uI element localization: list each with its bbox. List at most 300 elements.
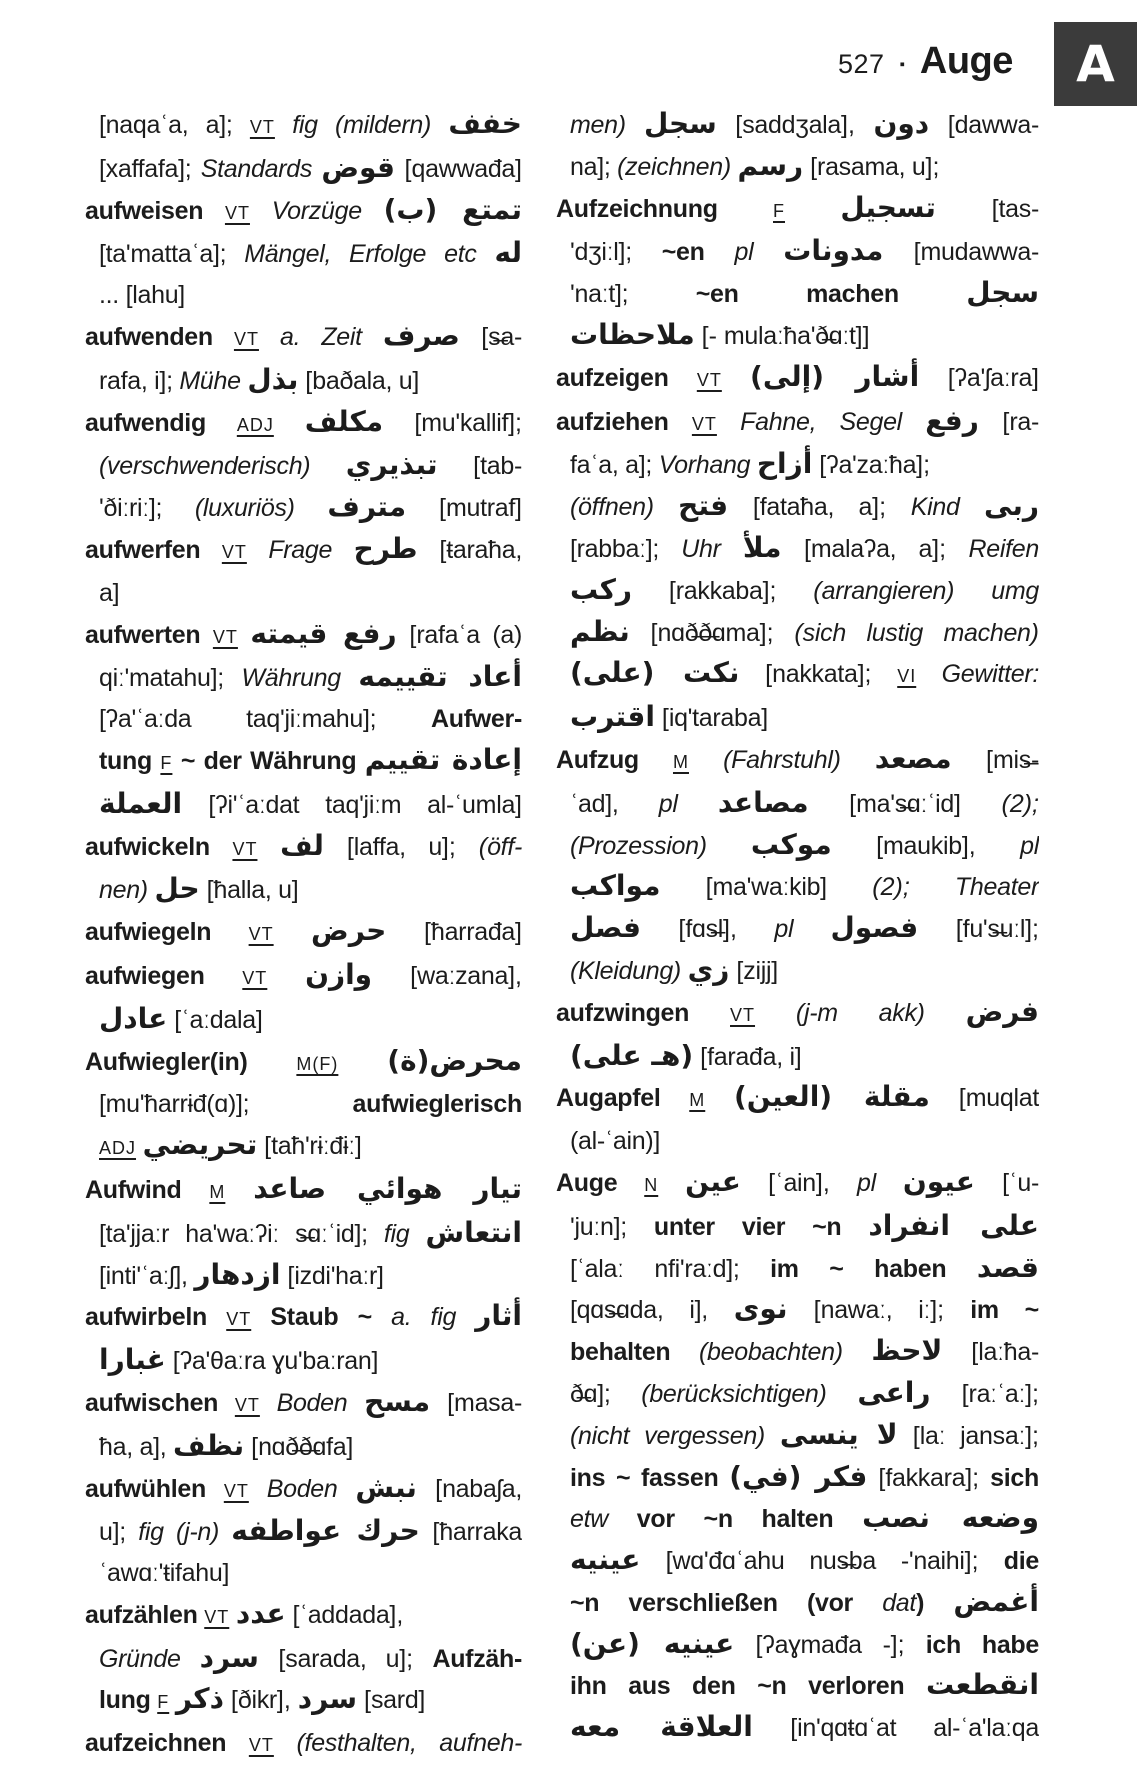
arabic-text: مقلة (العين) <box>733 1080 930 1114</box>
text-segment: [nɑð̶ð̶ɑma]; <box>629 618 795 647</box>
arabic-text: قوض <box>321 150 395 184</box>
text-segment: [nawaː, iː]; <box>787 1296 971 1325</box>
text-segment: [ma'waːkib] <box>660 873 873 902</box>
text-segment: aufwendig <box>85 408 237 437</box>
arabic-text: ازدهار <box>194 1257 281 1291</box>
grammar-label: VI <box>897 666 917 687</box>
text-segment: [nabaʃa, <box>416 1474 522 1503</box>
dictionary-column-right <box>556 104 1039 1749</box>
text-segment: [nakkata]; <box>739 660 898 689</box>
text-segment: [laː jansaː]; <box>897 1421 1039 1450</box>
text-segment: (öff- <box>478 832 522 861</box>
arabic-text: رفع قيمته <box>250 616 397 650</box>
arabic-text: مواكب <box>570 869 661 903</box>
arabic-text: تمتع (ب) <box>383 192 522 226</box>
text-segment: Vorzüge <box>249 196 384 225</box>
text-segment: [xaffafa]; <box>99 154 201 183</box>
text-segment: [waːzana], <box>372 961 522 990</box>
arabic-text: نوى <box>733 1292 788 1326</box>
dictionary-line <box>556 570 1039 612</box>
arabic-text: سجل <box>644 107 717 140</box>
text-segment: Fahne, Segel <box>716 407 926 436</box>
dictionary-line <box>85 1125 522 1169</box>
text-segment <box>238 621 251 649</box>
text-segment: a] <box>99 578 120 607</box>
text-segment: aufweisen <box>85 196 225 225</box>
text-segment <box>169 1686 176 1714</box>
text-segment: (2); Theater <box>872 873 1039 902</box>
dictionary-line <box>556 1077 1039 1121</box>
text-segment: aufwenden <box>85 322 234 351</box>
text-segment: a. Zeit <box>258 322 383 351</box>
text-segment: na]; <box>570 152 618 181</box>
arabic-text: زي <box>687 952 730 986</box>
text-segment: im ~ haben <box>770 1254 977 1283</box>
dictionary-line <box>556 188 1039 232</box>
text-segment: [zijj] <box>729 956 779 985</box>
arabic-text: مكلف <box>304 404 384 438</box>
text-segment: (Kleidung) <box>570 956 688 985</box>
text-segment: aufwischen <box>85 1388 235 1417</box>
text-segment: vor ~n halten <box>636 1505 863 1534</box>
text-segment: (nicht vergessen) <box>570 1421 780 1450</box>
arabic-text: رفع <box>925 403 979 437</box>
grammar-label: VT <box>224 202 250 223</box>
text-segment: [mu'kallif]; <box>383 408 522 437</box>
text-segment: [sarada, u]; <box>258 1644 433 1673</box>
text-segment: pl <box>774 915 831 944</box>
text-segment: [sard] <box>357 1686 426 1715</box>
text-segment: pl <box>1020 831 1039 860</box>
arabic-text: نبش <box>355 1470 417 1504</box>
dictionary-line <box>556 1457 1039 1499</box>
grammar-label: VT <box>248 924 274 945</box>
text-segment <box>229 1601 236 1629</box>
dictionary-line <box>85 275 522 316</box>
text-segment <box>658 1169 685 1197</box>
text-segment: behalten <box>570 1338 700 1367</box>
dictionary-line <box>556 486 1039 528</box>
text-segment: [qɑs̶ɑda, i], <box>570 1296 734 1325</box>
grammar-label: M <box>209 1181 226 1202</box>
arabic-text: أغمض <box>953 1584 1039 1618</box>
text-segment: aufzeichnen <box>85 1729 249 1758</box>
dictionary-line <box>556 1036 1039 1078</box>
grammar-label: VT <box>730 1004 756 1025</box>
dictionary-line <box>556 950 1039 992</box>
grammar-label: VT <box>248 1735 274 1756</box>
text-segment <box>257 833 280 861</box>
grammar-label: ADJ <box>99 1138 137 1159</box>
text-segment: Vorhang <box>658 451 757 480</box>
dictionary-line <box>85 402 522 446</box>
text-segment: (beobachten) <box>699 1338 872 1367</box>
text-segment: [rafaʿa (a) <box>396 620 522 649</box>
dictionary-line <box>85 1041 522 1085</box>
text-segment: Aufwer- <box>431 705 522 734</box>
text-segment: Staub ~ <box>251 1303 392 1332</box>
dictionary-line <box>556 528 1039 570</box>
dictionary-line <box>556 992 1039 1036</box>
arabic-text: ملاحظات <box>570 317 695 351</box>
text-segment: Aufzäh- <box>432 1644 522 1673</box>
text-segment <box>136 1132 143 1160</box>
text-segment: [ʿaddada], <box>285 1600 404 1629</box>
arabic-text: خفف <box>448 107 522 140</box>
arabic-text: العلاقة معه <box>570 1710 753 1744</box>
text-segment: pl <box>658 789 718 818</box>
arabic-text: عيون <box>902 1164 975 1198</box>
text-segment: [fɑs̶l], <box>640 915 775 944</box>
text-segment: tung <box>99 746 161 775</box>
text-segment: [nɑð̶ð̶ɑfa] <box>244 1432 354 1461</box>
grammar-label: VT <box>249 117 275 137</box>
dictionary-line <box>556 1331 1039 1373</box>
dictionary-line <box>85 999 522 1041</box>
dictionary-line <box>556 1498 1039 1540</box>
text-segment: men) <box>570 111 645 139</box>
text-segment: Mängel, Erfolge etc <box>244 240 495 269</box>
arabic-text: حرك عواطفه <box>231 1514 420 1548</box>
dictionary-line <box>556 1162 1039 1206</box>
text-segment: [ʔi'ʿaːdat taq'jiːm al-ʿumla] <box>182 790 522 819</box>
text-segment: ʿad], <box>570 789 659 818</box>
text-segment: [baðala, u] <box>298 366 420 395</box>
arabic-text: فصول <box>830 911 919 945</box>
text-segment: [izdi'haːr] <box>280 1261 384 1290</box>
grammar-label: VT <box>223 1480 249 1501</box>
text-segment: [s̶a- <box>459 322 522 351</box>
dictionary-line <box>556 315 1039 357</box>
text-segment: [- mulaːħa'ð̶ɑːt]] <box>694 321 870 350</box>
text-segment: unter vier ~n <box>653 1212 869 1241</box>
arabic-text: تسجيل <box>840 190 936 224</box>
text-segment: aufwiegen <box>85 961 243 990</box>
arabic-text: لا ينسى <box>779 1417 898 1451</box>
arabic-text: مسح <box>364 1384 431 1418</box>
text-segment <box>722 364 750 392</box>
text-segment: (festhalten, aufneh- <box>273 1729 522 1758</box>
page-number: 527 <box>838 49 885 79</box>
text-segment: [rasama, u]; <box>803 152 940 181</box>
text-segment <box>274 409 305 437</box>
text-segment: Aufwiegler(in) <box>85 1047 297 1076</box>
dictionary-line <box>85 869 522 911</box>
text-segment: [taħ'rɨːđɨː] <box>257 1132 362 1161</box>
dictionary-line <box>556 273 1039 315</box>
text-segment: u]; <box>99 1518 139 1547</box>
arabic-text: لف <box>280 828 324 862</box>
arabic-text: فرض <box>965 994 1039 1028</box>
text-segment: (zeichnen) <box>617 152 738 181</box>
text-segment: [ʔa'ʃaːra] <box>919 363 1039 392</box>
dictionary-line <box>85 657 522 699</box>
dictionary-line <box>85 1594 522 1638</box>
text-segment: [inti'ʿaːʃ], <box>99 1261 195 1290</box>
arabic-text: نظف <box>173 1428 245 1462</box>
text-segment: Währung <box>241 664 359 693</box>
text-segment: ħa, a], <box>99 1432 174 1461</box>
dictionary-line <box>85 1638 522 1680</box>
text-segment: aufwiegeln <box>85 918 249 947</box>
grammar-label: VT <box>226 1309 252 1330</box>
text-segment: [fu's̶uːl]; <box>918 915 1039 944</box>
text-segment: ins ~ fassen <box>570 1463 730 1492</box>
header-keyword: Auge <box>919 40 1013 82</box>
arabic-text: تيار هوائي صاعد <box>253 1171 522 1205</box>
arabic-text: عينيه (عن) <box>570 1626 735 1660</box>
dictionary-line <box>85 529 522 573</box>
arabic-text: دون <box>873 107 930 140</box>
text-segment: Augapfel <box>556 1084 690 1113</box>
text-segment: im ~ <box>970 1296 1039 1325</box>
text-segment: (Fahrstuhl) <box>688 745 875 774</box>
text-segment: [ʔa'ʿaːda taq'jiːmahu]; <box>99 705 432 734</box>
arabic-text: غبارا <box>99 1343 166 1377</box>
text-segment: Mühe <box>179 366 248 395</box>
arabic-text: وضعه نصب <box>862 1501 1039 1535</box>
dictionary-line <box>85 190 522 234</box>
grammar-label: ADJ <box>236 414 274 435</box>
arabic-text: موكب <box>750 827 832 861</box>
dictionary-line <box>556 1415 1039 1457</box>
text-segment: aufwirbeln <box>85 1303 227 1332</box>
text-segment: Aufzeichnung <box>556 194 773 223</box>
arabic-text: عين <box>685 1164 741 1198</box>
dictionary-line <box>85 360 522 402</box>
text-segment: [ħalla, u] <box>199 876 299 905</box>
text-segment: [naqaʿa, a]; <box>99 111 250 139</box>
arabic-text: عادل <box>99 1001 168 1035</box>
dictionary-line <box>85 1553 522 1594</box>
dictionary-line <box>556 1206 1039 1248</box>
text-segment: [maukib], <box>831 831 1021 860</box>
arabic-text: ملأ <box>742 530 782 564</box>
text-segment: aufzwingen <box>556 998 731 1027</box>
dictionary-line <box>556 612 1039 654</box>
text-segment: ich habe <box>925 1630 1039 1659</box>
arabic-text: تحريضي <box>142 1128 258 1162</box>
text-segment: rafa, i]; <box>99 366 180 395</box>
text-segment: 'ðiːriː]; <box>99 494 195 523</box>
text-segment: [masa- <box>430 1388 522 1417</box>
grammar-label: N <box>644 1174 659 1195</box>
text-segment: ~ der Währung <box>172 746 365 775</box>
text-segment: Standards <box>200 154 322 183</box>
text-segment: [muqlat <box>929 1084 1039 1113</box>
dictionary-line <box>556 1665 1039 1707</box>
arabic-text: انتعاش <box>425 1215 522 1249</box>
arabic-text: عدد <box>235 1596 286 1630</box>
text-segment: [wɑ'đɑʿahu nus̶ba -'naihi]; <box>640 1547 1004 1576</box>
dictionary-line <box>556 1289 1039 1331</box>
grammar-label: F <box>157 1692 170 1713</box>
text-segment: Aufwind <box>85 1175 210 1204</box>
text-segment: Uhr <box>681 534 743 563</box>
text-segment: Boden <box>259 1388 365 1417</box>
dictionary-line <box>556 908 1039 950</box>
dictionary-line <box>85 573 522 614</box>
text-segment: [ta'mattaʿa]; <box>99 240 245 269</box>
arabic-text: لاحظ <box>871 1334 943 1368</box>
dictionary-line <box>85 1296 522 1340</box>
text-segment: [ʔa'θaːra ɣu'baːran] <box>165 1347 379 1376</box>
dictionary-line <box>85 487 522 529</box>
grammar-label: VT <box>221 541 247 562</box>
grammar-label: M(F) <box>296 1053 339 1074</box>
dictionary-line <box>85 1213 522 1255</box>
text-segment: [ðikr], <box>223 1686 298 1715</box>
dictionary-line <box>85 316 522 360</box>
dictionary-line <box>556 1624 1039 1666</box>
grammar-label: VT <box>212 626 238 647</box>
text-segment: (öffnen) <box>570 493 679 522</box>
text-segment: sich <box>990 1463 1039 1492</box>
arabic-text: نكت (على) <box>570 656 740 690</box>
text-segment: pl <box>734 238 784 267</box>
dictionary-line <box>85 911 522 955</box>
dictionary-line <box>85 233 522 275</box>
dictionary-line <box>85 1382 522 1426</box>
dictionary-line <box>556 1582 1039 1624</box>
arabic-text: طرح <box>353 531 418 565</box>
text-segment: [mutraf] <box>406 494 522 523</box>
arabic-text: له <box>494 236 522 270</box>
text-segment: [tas- <box>935 194 1039 223</box>
text-segment: 'dʒiːl]; <box>570 238 662 267</box>
arabic-text: أزاح <box>756 447 813 481</box>
text-segment: [ta'jjaːr ha'waːʔiː s̶ɑːʿid]; <box>99 1219 384 1248</box>
dictionary-line <box>556 357 1039 401</box>
text-segment: nen) <box>99 876 155 905</box>
dictionary-line <box>556 825 1039 867</box>
text-segment: dat <box>882 1588 917 1617</box>
dictionary-line <box>556 104 1039 146</box>
arabic-text: العملة <box>99 786 183 820</box>
dictionary-line <box>556 739 1039 783</box>
text-segment: [qawwađa] <box>394 154 522 183</box>
grammar-label: VT <box>232 838 258 859</box>
text-segment: [dawwa- <box>929 111 1039 139</box>
dictionary-line <box>85 1679 522 1723</box>
text-segment: ihn aus den ~n verloren <box>570 1672 927 1701</box>
text-segment: ~en <box>661 238 735 267</box>
dictionary-line <box>556 1373 1039 1415</box>
text-segment: [rakkaba]; <box>632 576 814 605</box>
text-segment: [farađa, i] <box>693 1042 802 1071</box>
text-segment: fig (j-n) <box>138 1518 232 1547</box>
arabic-text: حرض <box>311 914 387 948</box>
arabic-text: مدونات <box>783 234 884 268</box>
text-segment: [ma's̶ɑːʿid] <box>808 789 1002 818</box>
arabic-text: محرض(ة) <box>387 1043 522 1077</box>
dictionary-line <box>556 697 1039 739</box>
text-segment <box>267 962 305 990</box>
dictionary-line <box>556 653 1039 697</box>
arabic-text: انقطعت <box>926 1668 1039 1702</box>
text-segment: fig <box>383 1219 426 1248</box>
text-segment: ~n verschließen (vor <box>570 1588 883 1617</box>
arabic-text: أشار (إلى) <box>750 359 920 393</box>
text-segment <box>705 1084 734 1112</box>
text-segment: Reifen <box>968 534 1039 563</box>
text-segment: (sich lustig machen) <box>794 618 1039 647</box>
dictionary-line <box>85 1723 522 1766</box>
text-segment: aufwühlen <box>85 1474 224 1503</box>
text-segment: [ʿain], <box>740 1168 858 1197</box>
text-segment <box>785 195 840 223</box>
dictionary-line <box>556 1540 1039 1582</box>
grammar-label: F <box>160 752 173 773</box>
text-segment: [ŧaraħa, <box>417 535 522 564</box>
text-segment: aufwerten <box>85 620 213 649</box>
text-segment: ~en machen <box>695 280 967 309</box>
grammar-label: VT <box>696 369 722 390</box>
text-segment: Kind <box>910 493 985 522</box>
arabic-text: حل <box>154 872 200 906</box>
text-segment: (arrangieren) umg <box>813 576 1039 605</box>
text-segment <box>225 1176 253 1204</box>
arabic-text: ركب <box>570 572 633 606</box>
arabic-text: قصد <box>976 1250 1039 1284</box>
dictionary-line <box>85 104 522 148</box>
text-segment: pl <box>857 1168 903 1197</box>
text-segment: [saddʒala], <box>716 111 874 139</box>
arabic-text: سرد <box>199 1640 259 1674</box>
text-segment: (j-m akk) <box>755 998 966 1027</box>
arabic-text: سرد <box>297 1682 358 1716</box>
alphabet-tab <box>1054 22 1137 106</box>
text-segment: (2); <box>1001 789 1039 818</box>
arabic-text: بذل <box>247 362 299 396</box>
grammar-label: F <box>773 200 785 221</box>
text-segment: Boden <box>248 1474 356 1503</box>
text-segment: [in'qɑŧɑʿat al-ʿa'laːqa <box>752 1714 1039 1743</box>
dictionary-line <box>85 1340 522 1382</box>
arabic-text: تبذيري <box>345 448 438 482</box>
text-segment: [ra- <box>978 407 1039 436</box>
dictionary-line <box>85 1426 522 1468</box>
text-segment: 'juːn]; <box>570 1212 654 1241</box>
text-segment: 'naːt]; <box>570 280 696 309</box>
arabic-text: مصعد <box>874 741 952 775</box>
text-segment: (al-ʿain)] <box>570 1127 661 1156</box>
arabic-text: فتح <box>678 489 729 523</box>
dictionary-line <box>85 1511 522 1553</box>
grammar-label: VT <box>691 413 717 434</box>
arabic-text: مصاعد <box>717 785 809 819</box>
arabic-text: ذكر <box>175 1682 224 1716</box>
text-segment: (luxuriös) <box>194 494 328 523</box>
text-segment: ð̶ɑ]; <box>570 1379 642 1408</box>
text-segment: [ħarraka <box>419 1518 522 1547</box>
text-segment: [ħarrađa] <box>386 918 522 947</box>
arabic-text: إعادة تقييم <box>364 742 522 776</box>
arabic-text: فكر (في) <box>729 1459 868 1493</box>
dictionary-line <box>556 146 1039 188</box>
arabic-text: نظم <box>570 614 630 648</box>
text-segment: (verschwenderisch) <box>99 452 346 481</box>
dictionary-line <box>556 866 1039 908</box>
text-segment: qiː'matahu]; <box>99 664 242 693</box>
text-segment: [malaʔa, a]; <box>781 534 969 563</box>
dictionary-line <box>85 699 522 740</box>
dictionary-line <box>85 614 522 658</box>
arabic-text: ربى <box>984 489 1039 523</box>
text-segment: [ʿu- <box>974 1168 1039 1197</box>
arabic-text: أثار <box>475 1299 522 1333</box>
dictionary-line <box>85 148 522 190</box>
